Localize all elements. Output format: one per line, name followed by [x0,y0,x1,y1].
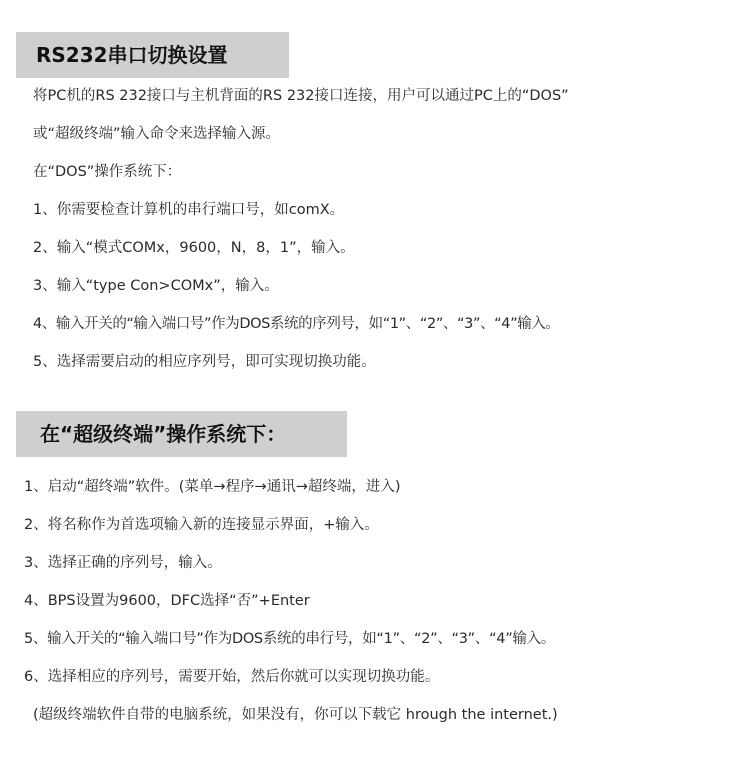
section-heading-rs232: RS232串口切换设置 [16,32,289,78]
dos-step-5: 5、选择需要启动的相应序列号，即可实现切换功能。 [33,354,376,370]
section-heading-hyperterminal: 在“超级终端”操作系统下： [16,411,347,457]
ht-step-2: 2、将名称作为首选项输入新的连接显示界面，+输入。 [24,517,379,533]
dos-step-4: 4、输入开关的“输入端口号”作为DOS系统的序列号，如“1”、“2”、“3”、“4”输入。 [33,316,560,332]
dos-step-3: 3、输入“type Con>COMx”，输入。 [33,278,279,294]
dos-subheading: 在“DOS”操作系统下： [33,164,182,180]
ht-note: (超级终端软件自带的电脑系统，如果没有，你可以下载它 hrough the internet.) [33,707,558,723]
dos-step-1: 1、你需要检查计算机的串行端口号，如comX。 [33,202,345,218]
ht-step-4: 4、BPS设置为9600，DFC选择“否”+Enter [24,593,310,609]
ht-step-6: 6、选择相应的序列号，需要开始，然后你就可以实现切换功能。 [24,669,440,685]
ht-step-1: 1、启动“超终端”软件。(菜单→程序→通讯→超终端，进入) [24,479,401,495]
ht-step-5: 5、输入开关的“输入端口号”作为DOS系统的串行号，如“1”、“2”、“3”、“4”输入。 [24,631,556,647]
intro-line-2: 或“超级终端”输入命令来选择输入源。 [33,126,281,142]
intro-line-1: 将PC机的RS 232接口与主机背面的RS 232接口连接，用户可以通过PC上的“DOS” [33,88,569,104]
dos-step-2: 2、输入“模式COMx，9600，N，8，1”，输入。 [33,240,355,256]
ht-step-3: 3、选择正确的序列号，输入。 [24,555,222,571]
